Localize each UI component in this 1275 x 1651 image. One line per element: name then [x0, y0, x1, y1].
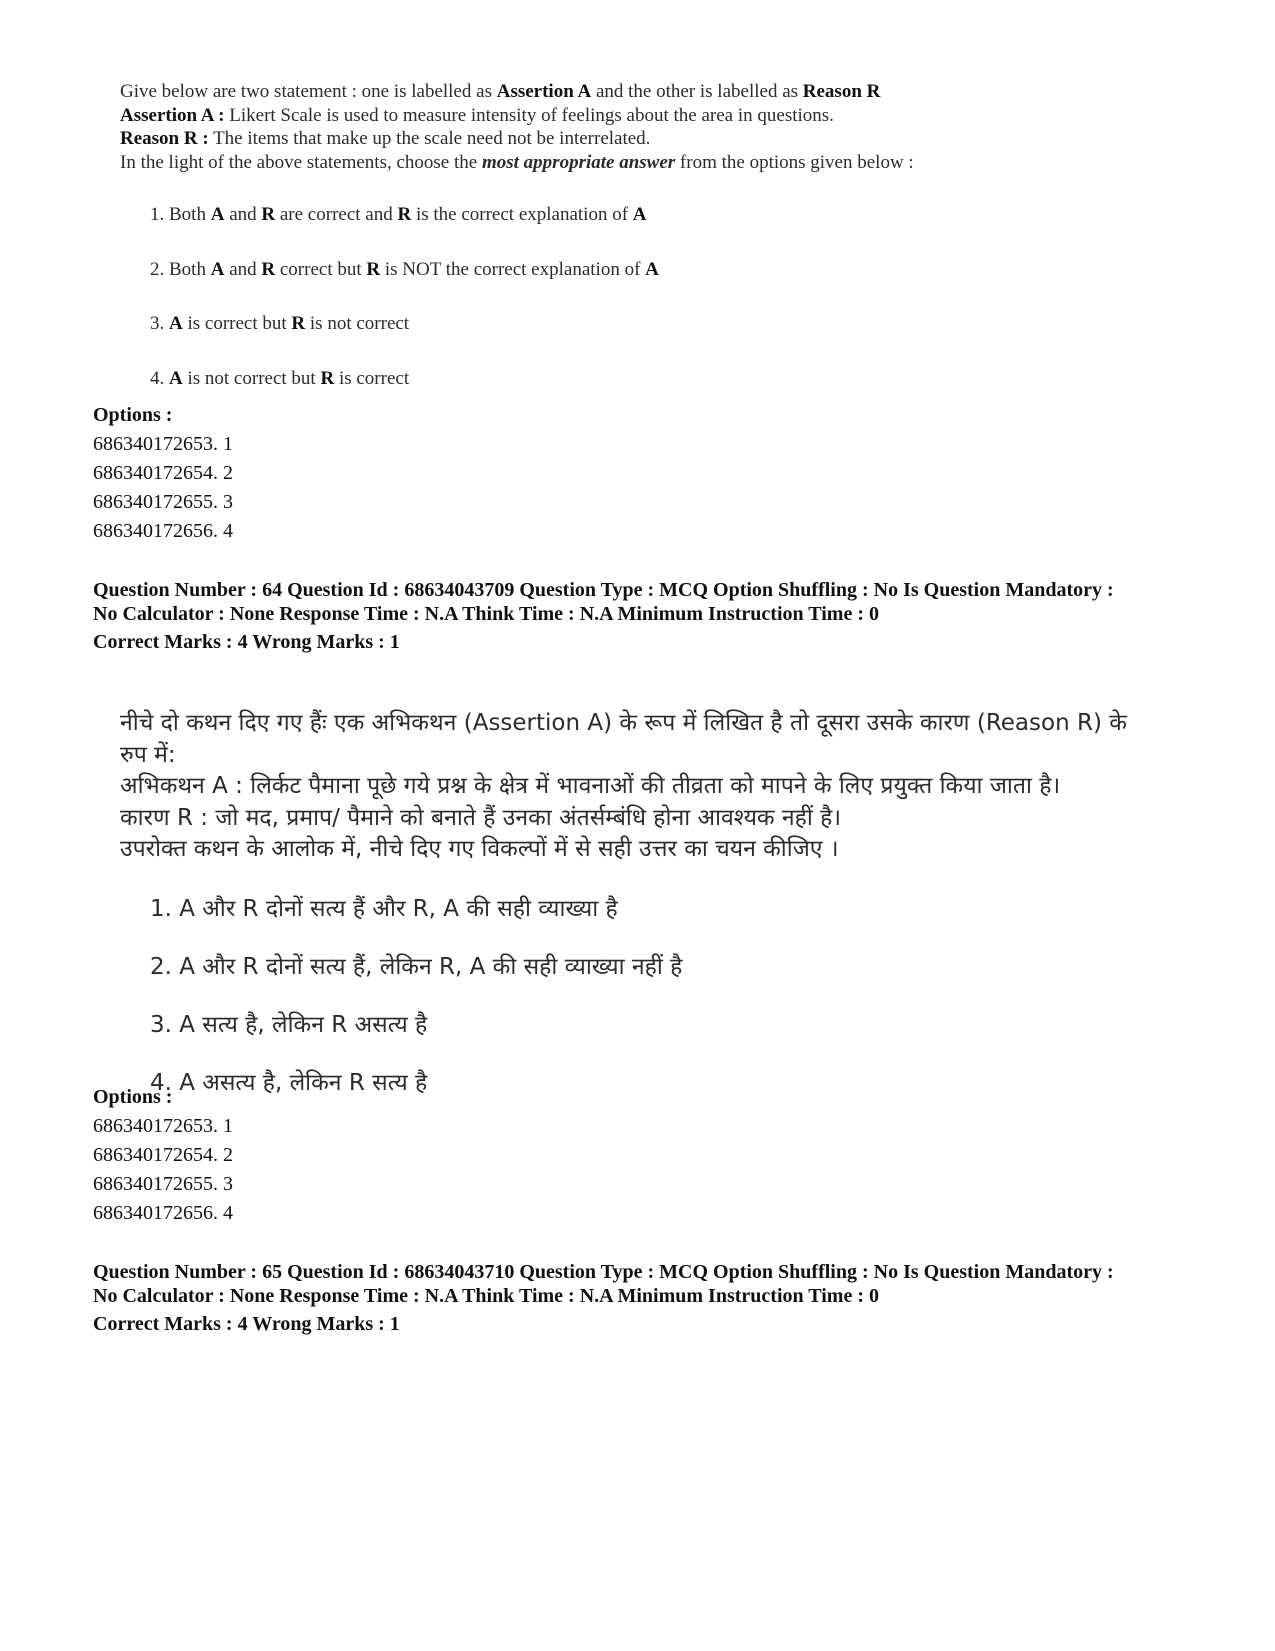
hindi-line: अभिकथन A : लिर्कट पैमाना पूछे गये प्रश्न के क्षेत्र में भावनाओं की तीव्रता को मापने के लिए प्रयुक्त किया जाता है। [120, 773, 1061, 799]
q63-intro-line: Give below are two statement : one is labelled as Assertion A and the other is labelled as Reason R [120, 81, 881, 102]
options-title: Options : [93, 1086, 173, 1108]
q64-options-list [93, 1083, 233, 1228]
q63-choice-1: 1. Both A and R are correct and R is the correct explanation of A [150, 204, 647, 225]
q63-choice-4: 4. A is not correct but R is correct [150, 367, 410, 389]
q64-hindi-statement-block [120, 708, 1180, 1126]
q63-choice-2: 2. Both A and R correct but R is NOT the correct explanation of A [150, 258, 659, 280]
hindi-line: नीचे दो कथन दिए गए हैंः एक अभिकथन (Assertion A) के रूप में लिखित है तो दूसरा उसके कारण (Reason R) के [120, 710, 1127, 736]
q64-meta-line-1: Question Number : 64 Question Id : 68634043709 Question Type : MCQ Option Shuffling : No Is Question Mandatory : [93, 579, 1114, 601]
q65-marks: Correct Marks : 4 Wrong Marks : 1 [93, 1313, 400, 1335]
q64-choice-list [150, 894, 1180, 1126]
q65-meta-line-2: No Calculator : None Response Time : N.A Think Time : N.A Minimum Instruction Time : 0 [93, 1285, 879, 1307]
hindi-line: रुप में: [120, 741, 176, 768]
q64-choice-3: 3. A सत्य है, लेकिन R असत्य है [150, 1011, 428, 1038]
q63-statement-block [120, 80, 1120, 420]
options-title: Options : [93, 404, 173, 426]
q63-instruction-line: In the light of the above statements, choose the most appropriate answer from the options given below : [120, 151, 914, 173]
option-id: 686340172654. 2 [93, 1144, 233, 1166]
q65-meta-line-1: Question Number : 65 Question Id : 68634043710 Question Type : MCQ Option Shuffling : No Is Question Mandatory : [93, 1261, 1114, 1283]
option-id: 686340172655. 3 [93, 491, 233, 513]
q63-reason-line: Reason R : The items that make up the scale need not be interrelated. [120, 128, 651, 149]
q64-choice-4: 4. A असत्य है, लेकिन R सत्य है [150, 1069, 428, 1096]
option-id: 686340172656. 4 [93, 520, 233, 542]
option-id: 686340172653. 1 [93, 433, 233, 455]
q64-choice-1: 1. A और R दोनों सत्य हैं और R, A की सही व्याख्या है [150, 895, 618, 922]
q63-choice-list [150, 202, 1120, 420]
hindi-line: उपरोक्त कथन के आलोक में, नीचे दिए गए विकल्पों में से सही उत्तर का चयन कीजिए । [120, 836, 839, 862]
q63-assertion-line: Assertion A : Likert Scale is used to measure intensity of feelings about the area in questions. [120, 104, 834, 126]
q65-meta [93, 1260, 1203, 1336]
q64-choice-2: 2. A और R दोनों सत्य हैं, लेकिन R, A की सही व्याख्या नहीं है [150, 953, 683, 980]
option-id: 686340172655. 3 [93, 1173, 233, 1195]
hindi-line: कारण R : जो मद, प्रमाप/ पैमाने को बनाते हैं उनका अंतर्सम्बंधि होना आवश्यक नहीं है। [120, 804, 842, 831]
q63-options-list [93, 401, 233, 546]
q64-meta-line-2: No Calculator : None Response Time : N.A Think Time : N.A Minimum Instruction Time : 0 [93, 603, 879, 625]
option-id: 686340172653. 1 [93, 1115, 233, 1137]
option-id: 686340172656. 4 [93, 1202, 233, 1224]
option-id: 686340172654. 2 [93, 462, 233, 484]
q64-marks: Correct Marks : 4 Wrong Marks : 1 [93, 631, 400, 653]
q64-meta [93, 578, 1203, 654]
q63-choice-3: 3. A is correct but R is not correct [150, 313, 410, 334]
